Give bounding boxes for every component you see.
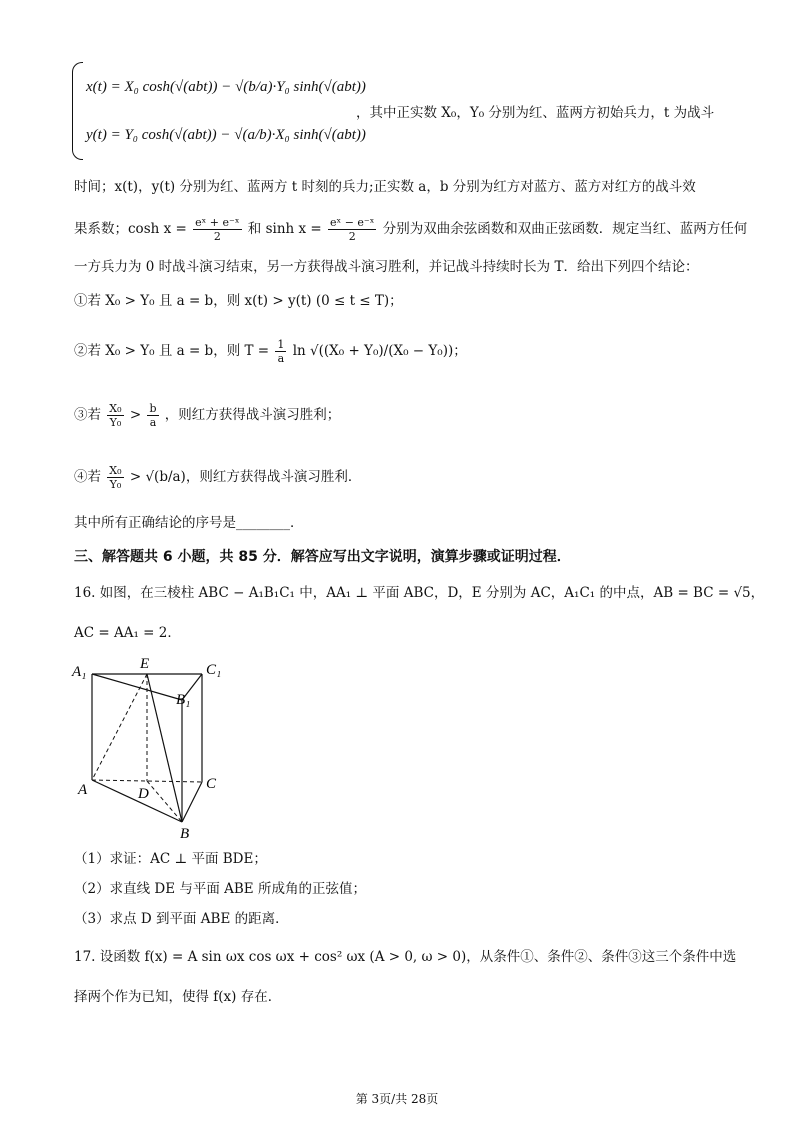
page-footer: 第 3页/共 28页	[355, 1092, 439, 1106]
label-D: D	[138, 786, 149, 802]
para-line-3: 一方兵力为 0 时战斗演习结束，另一方获得战斗演习胜利，并记战斗持续时长为 T．给出下列四个结论：	[74, 259, 699, 275]
sinh-fraction: $\frac{\text{eˣ − e⁻ˣ}}{2}$	[330, 216, 375, 243]
conclusion-2: ②若 X₀ > Y₀ 且 a = b，则 T = $\frac{1}{a}$ ln √((X₀ + Y₀)/(X₀ − Y₀))；	[74, 338, 467, 365]
section-3-title: 三、解答题共 6 小题，共 85 分．解答应写出文字说明，演算步骤或证明过程．	[74, 549, 571, 565]
label-E: E	[140, 656, 150, 672]
equation-y: y(t) = Y₀ cosh(√(abt)) − √(a/b)·X₀ sinh(√(abt))	[86, 127, 366, 143]
edge-A1B1	[92, 674, 182, 700]
label-B1: B₁	[176, 692, 191, 708]
label-C: C	[206, 776, 217, 792]
cosh-fraction: $\frac{\text{eˣ + e⁻ˣ}}{2}$	[195, 216, 240, 243]
para-line-1: 时间；x(t)，y(t) 分别为红、蓝两方 t 时刻的兵力;正实数 a，b 分别为红方对蓝方、蓝方对红方的战斗效	[74, 179, 696, 195]
conclusion-4: ④若 $\frac{\text{X₀}}{\text{Y₀}}$ > √(b/a)，则红方获得战斗演习胜利．	[74, 464, 362, 491]
q17-line-1: 17. 设函数 f(x) = A sin ωx cos ωx + cos² ωx (A > 0, ω > 0)，从条件①、条件②、条件③这三个条件中选	[74, 949, 737, 965]
label-A: A	[78, 782, 88, 798]
edge-AB	[92, 780, 182, 822]
answer-blank-line: 其中所有正确结论的序号是________．	[74, 515, 304, 531]
label-C1: C₁	[206, 662, 222, 678]
conclusion-1: ①若 X₀ > Y₀ 且 a = b，则 x(t) > y(t) (0 ≤ t ≤ T)；	[74, 293, 403, 309]
q17-line-2: 择两个作为已知，使得 f(x) 存在．	[74, 989, 282, 1005]
label-B: B	[180, 826, 190, 842]
q16-stem-2: AC = AA₁ = 2．	[74, 625, 181, 641]
q16-part-3: （3）求点 D 到平面 ABE 的距离．	[74, 911, 289, 927]
q16-stem-1: 16. 如图，在三棱柱 ABC − A₁B₁C₁ 中，AA₁ ⊥ 平面 ABC，D，E 分别为 AC，A₁C₁ 的中点，AB = BC = √5，	[74, 585, 765, 601]
label-A1: A₁	[72, 664, 87, 680]
q16-part-1: （1）求证：AC ⊥ 平面 BDE；	[74, 851, 267, 867]
conclusion-3: ③若 $\frac{\text{X₀}}{\text{Y₀}}$ > $\frac{b}{a}$ ，则红方获得战斗演习胜利；	[74, 402, 341, 429]
equation-x: x(t) = X₀ cosh(√(abt)) − √(b/a)·Y₀ sinh(√(abt))	[86, 79, 366, 95]
edge-BC	[182, 782, 202, 822]
q16-part-2: （2）求直线 DE 与平面 ABE 所成角的正弦值；	[74, 881, 366, 897]
system-brace	[72, 62, 83, 160]
segment-EA	[92, 674, 147, 780]
prism-figure	[70, 652, 230, 842]
system-tail: ，其中正实数 X₀，Y₀ 分别为红、蓝两方初始兵力，t 为战斗	[356, 105, 715, 121]
para-line-2: 果系数；cosh x = $\frac{\text{eˣ + e⁻ˣ}}{2}$ 和 sinh x = $\frac{\text{eˣ − e⁻ˣ}}{2}$ 分别为双曲余弦函数和双曲正弦函数．规定当红、蓝两方任何	[74, 216, 748, 243]
